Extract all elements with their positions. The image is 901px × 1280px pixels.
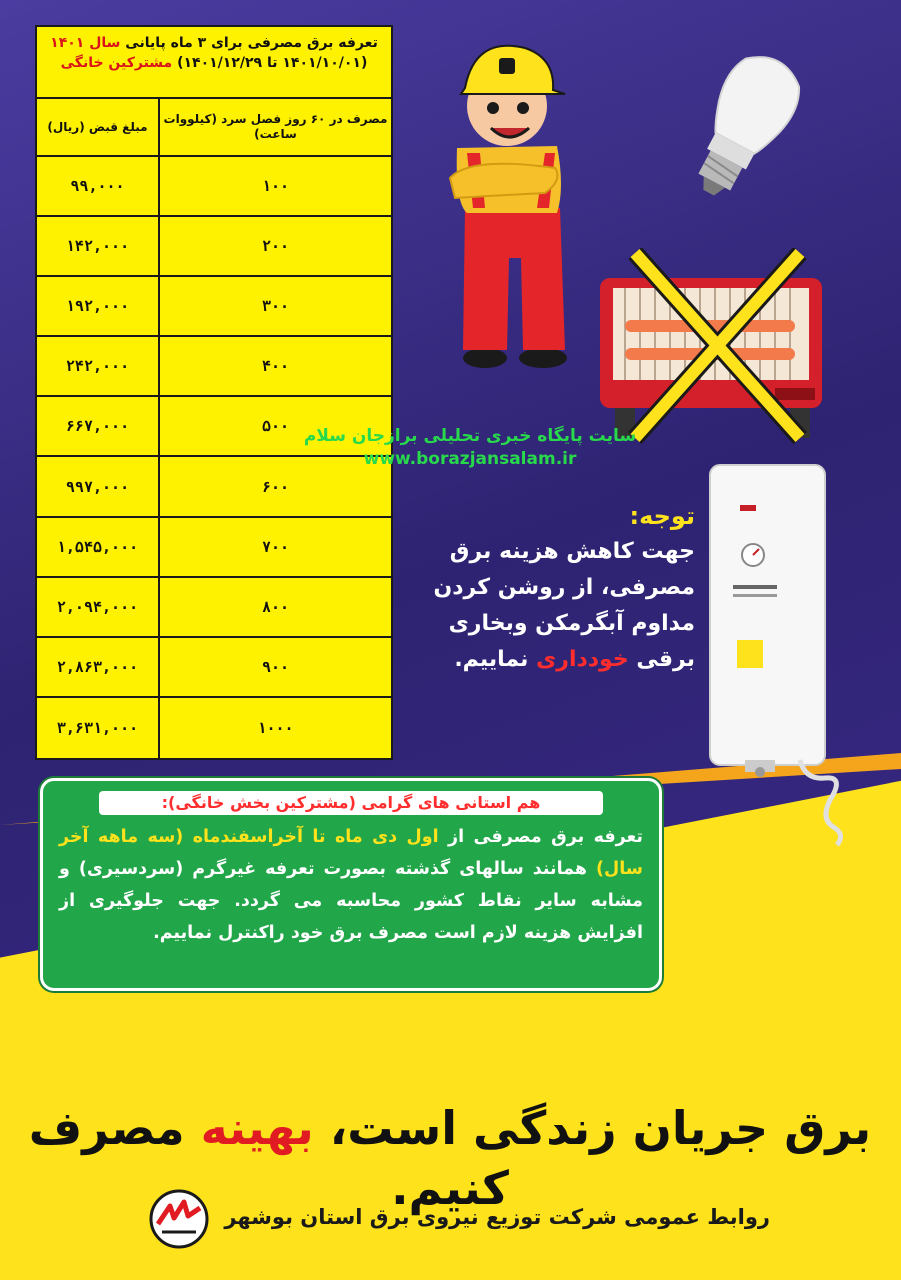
table-row xyxy=(37,638,391,698)
tariff-header-row xyxy=(37,99,391,157)
electric-heater-crossed-icon xyxy=(595,248,830,448)
tariff-cell-kwh: ۴۰۰ xyxy=(158,337,391,395)
tariff-cell-kwh: ۹۰۰ xyxy=(158,638,391,696)
tariff-cell-kwh: ۳۰۰ xyxy=(158,277,391,335)
tariff-cell-amount: ۶۶۷,۰۰۰ xyxy=(65,417,130,436)
announcement-text-2: همانند سالهای گذشته بصورت تعرفه غیرگرم (سردسیری) و مشابه سایر نقاط کشور محاسبه می گردد. جهت جلوگیری از افزایش هزینه لازم است مصرف برق خود راکنترل نماییم. xyxy=(59,859,643,943)
notice-line-2: مصرفی، از روشن کردن xyxy=(433,575,695,600)
notice-line-4-suffix: نماییم. xyxy=(454,647,529,672)
tariff-cell-kwh: ۲۰۰ xyxy=(158,217,391,275)
tariff-title xyxy=(37,27,391,99)
tariff-cell-kwh: ۷۰۰ xyxy=(158,518,391,576)
announcement-highlight: اول دی ماه تا آخراسفندماه (سه ماهه آخر سال) xyxy=(59,827,643,879)
tariff-cell-amount: ۱,۵۴۵,۰۰۰ xyxy=(56,537,139,556)
tariff-cell-amount: ۹۹,۰۰۰ xyxy=(70,177,125,196)
tariff-cell-amount: ۱۴۲,۰۰۰ xyxy=(65,237,130,256)
tariff-header-amount: مبلغ قبض (ریال) xyxy=(47,119,148,134)
table-row xyxy=(37,157,391,217)
worker-character-icon xyxy=(425,28,580,373)
tariff-title-year: سال ۱۴۰۱ xyxy=(50,35,121,51)
watermark xyxy=(290,425,650,471)
tariff-cell-kwh: ۸۰۰ xyxy=(158,578,391,636)
power-company-logo-icon xyxy=(148,1188,210,1250)
tariff-cell-amount: ۲,۸۶۳,۰۰۰ xyxy=(56,657,139,676)
announcement-title: هم استانی های گرامی (مشترکین بخش خانگی): xyxy=(99,791,603,815)
table-row xyxy=(37,578,391,638)
light-bulb-icon xyxy=(672,45,812,215)
watermark-site-name: سایت پایگاه خبری تحلیلی برازجان سلام xyxy=(303,426,637,446)
announcement-body xyxy=(59,821,643,949)
notice-title: توجه: xyxy=(629,502,695,530)
watermark-url: www.borazjansalam.ir xyxy=(363,449,577,469)
tariff-cell-amount: ۲,۰۹۴,۰۰۰ xyxy=(56,597,139,616)
tariff-header-kwh: مصرف در ۶۰ روز فصل سرد (کیلووات ساعت) xyxy=(158,99,391,155)
tariff-cell-kwh: ۵۰۰ xyxy=(158,397,391,455)
tariff-title-prefix: تعرفه برق مصرفی برای ۳ ماه پایانی xyxy=(125,35,378,51)
announcement-text-1: تعرفه برق مصرفی از xyxy=(448,827,643,847)
tariff-cell-kwh: ۶۰۰ xyxy=(158,457,391,515)
tariff-cell-amount: ۹۹۷,۰۰۰ xyxy=(65,477,130,496)
table-row xyxy=(37,277,391,337)
tariff-cell-kwh: ۱۰۰۰ xyxy=(158,698,391,758)
water-heater-icon xyxy=(705,460,850,855)
announcement-box xyxy=(40,778,662,991)
table-row xyxy=(37,518,391,578)
slogan-suffix: مصرف کنیم. xyxy=(28,1101,509,1215)
notice-line-4 xyxy=(415,642,695,678)
tariff-cell-amount: ۱۹۲,۰۰۰ xyxy=(65,297,130,316)
tariff-title-dates: (۱۴۰۱/۱۰/۰۱ تا ۱۴۰۱/۱۲/۲۹) xyxy=(177,55,368,71)
notice-line-4-prefix: برقی xyxy=(636,647,695,672)
slogan-prefix: برق جریان زندگی است، xyxy=(329,1101,872,1155)
notice-line-1: جهت کاهش هزینه برق xyxy=(449,539,695,564)
slogan-highlight: بهینه xyxy=(200,1101,314,1155)
tariff-cell-amount: ۳,۶۳۱,۰۰۰ xyxy=(56,718,139,737)
notice-line-3: مداوم آبگرمکن وبخاری xyxy=(448,611,695,636)
table-row xyxy=(37,337,391,397)
table-row xyxy=(37,217,391,277)
table-row xyxy=(37,698,391,758)
tariff-cell-kwh: ۱۰۰ xyxy=(158,157,391,215)
tariff-title-group: مشترکین خانگی xyxy=(60,55,173,71)
tariff-cell-amount: ۲۴۲,۰۰۰ xyxy=(65,357,130,376)
notice-line-4-highlight: خودداری xyxy=(536,647,629,672)
tariff-table xyxy=(35,25,393,760)
notice-block xyxy=(415,498,695,678)
footer-organization: روابط عمومی شرکت توزیع نیروی برق استان بوشهر xyxy=(224,1205,770,1229)
